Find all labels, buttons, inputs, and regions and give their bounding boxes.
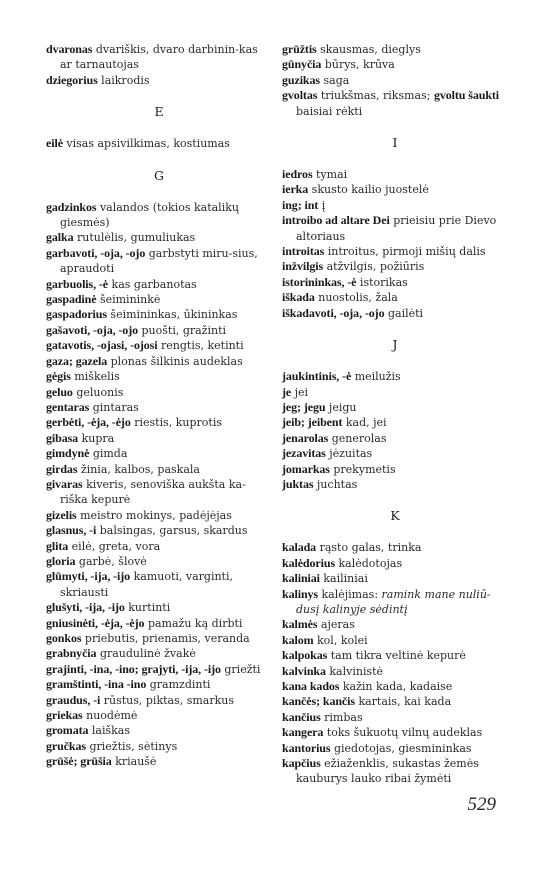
dictionary-entry bbox=[46, 400, 272, 415]
entry-term: garbavoti, -oja, -ojo bbox=[46, 245, 146, 260]
entry-term: galka bbox=[46, 230, 74, 245]
entry-term: introibo ad altare Dei bbox=[282, 213, 390, 228]
entry-term: dvaronas bbox=[46, 42, 93, 56]
entry-term: jeib; jeibent bbox=[282, 415, 343, 430]
entry-term: je bbox=[282, 384, 292, 399]
page-number: 529 bbox=[467, 794, 496, 815]
entry-term: kalvinka bbox=[282, 663, 326, 678]
dictionary-entry bbox=[282, 259, 508, 274]
dictionary-entry bbox=[46, 136, 272, 151]
dictionary-entry bbox=[282, 415, 508, 430]
entry-definition: gailėti bbox=[387, 306, 424, 320]
dictionary-entry bbox=[282, 431, 508, 446]
entry-term: kalėdorius bbox=[282, 555, 336, 570]
entry-definition: kamuoti, varginti, skriausti bbox=[60, 570, 233, 599]
entry-term: dziegorius bbox=[46, 72, 98, 87]
entry-definition: į bbox=[321, 198, 326, 212]
entry-term: kalada bbox=[282, 540, 317, 555]
entry-term: gručkas bbox=[46, 738, 86, 753]
dictionary-entry bbox=[46, 73, 272, 88]
entry-definition: rąsto galas, trinka bbox=[319, 541, 422, 555]
entry-term: iedros bbox=[282, 167, 313, 182]
entry-term: gėgis bbox=[46, 369, 71, 384]
entry-definition: kurtinti bbox=[128, 601, 171, 615]
entry-term: givaras bbox=[46, 476, 83, 491]
entry-term: jaukintinis, -ė bbox=[282, 369, 352, 384]
entry-term: kalom bbox=[282, 632, 314, 647]
entry-term: eilė bbox=[46, 136, 63, 151]
dictionary-entry bbox=[46, 708, 272, 723]
entry-term: ierka bbox=[282, 182, 309, 197]
entry-term: gramštinti, -ina -ino bbox=[46, 677, 147, 692]
entry-term: graudus, -i bbox=[46, 692, 101, 707]
entry-definition: garbė, šlovė bbox=[78, 554, 147, 568]
entry-definition: atžvilgis, požiūris bbox=[326, 260, 425, 274]
entry-term: guzikas bbox=[282, 72, 320, 87]
entry-definition: rengtis, ketinti bbox=[161, 339, 244, 353]
dictionary-entry bbox=[46, 338, 272, 353]
entry-term: glūmyti, -ija, -ijo bbox=[46, 569, 131, 584]
entry-definition: kalvinistė bbox=[329, 664, 384, 678]
entry-term: kalpokas bbox=[282, 648, 328, 663]
entry-term: gaza; gazela bbox=[46, 353, 108, 368]
entry-definition: kupra bbox=[81, 431, 115, 445]
entry-term: gonkos bbox=[46, 631, 82, 645]
entry-definition: puošti, gražinti bbox=[141, 323, 227, 337]
dictionary-entry bbox=[282, 725, 508, 740]
entry-term: iškadavoti, -oja, -ojo bbox=[282, 305, 385, 320]
entry-term: gašavoti, -oja, -ojo bbox=[46, 322, 138, 337]
dictionary-entry bbox=[282, 73, 508, 88]
dictionary-entry bbox=[282, 306, 508, 321]
entry-term: kalinys bbox=[282, 586, 318, 601]
entry-term: gniusinėti, -ėja, -ėjo bbox=[46, 615, 145, 630]
entry-definition: eilė, greta, vora bbox=[71, 539, 161, 553]
dictionary-entry bbox=[282, 213, 508, 244]
entry-term: gibasa bbox=[46, 430, 79, 445]
entry-term: gadzinkos bbox=[46, 199, 97, 214]
dictionary-entry bbox=[46, 369, 272, 384]
entry-example: ramink mane nuliū-dusį kalinyje sėdintį bbox=[296, 587, 491, 616]
dictionary-entry bbox=[282, 587, 508, 618]
entry-term: glušyti, -ija, -ijo bbox=[46, 600, 125, 615]
entry-definition: istorikas bbox=[359, 275, 408, 289]
entry-definition: rutulėlis, gumuliukas bbox=[77, 231, 196, 245]
dictionary-entry bbox=[282, 446, 508, 461]
entry-term: jenarolas bbox=[282, 430, 329, 445]
entry-definition: ajeras bbox=[320, 618, 355, 632]
section-letter: G bbox=[154, 167, 164, 183]
dictionary-entry bbox=[282, 710, 508, 725]
section-letter: K bbox=[390, 508, 400, 524]
entry-definition: laiškas bbox=[91, 724, 131, 738]
dictionary-entry bbox=[282, 385, 508, 400]
entry-term: jezavitas bbox=[282, 446, 326, 461]
entry-term: glasnus, -i bbox=[46, 523, 97, 538]
entry-definition: rimbas bbox=[324, 710, 363, 724]
entry-term: gizelis bbox=[46, 507, 77, 522]
dictionary-entry bbox=[282, 741, 508, 756]
entry-term: jomarkas bbox=[282, 461, 330, 476]
dictionary-entry bbox=[282, 756, 508, 787]
dictionary-entry bbox=[46, 554, 272, 569]
entry-definition: plonas šilkinis audeklas bbox=[110, 354, 243, 368]
dictionary-entry bbox=[46, 569, 272, 600]
dictionary-entry bbox=[46, 292, 272, 307]
dictionary-entry bbox=[46, 385, 272, 400]
entry-definition: ežiaženklis, sukastas žemės kauburys lauko ribai žymėti bbox=[296, 757, 479, 786]
entry-definition: žinia, kalbos, paskala bbox=[80, 462, 200, 476]
entry-definition: garbstyti miru-sius, apraudoti bbox=[60, 246, 258, 276]
dictionary-entry bbox=[282, 571, 508, 586]
dictionary-entry bbox=[282, 617, 508, 632]
entry-term: istorininkas, -ė bbox=[282, 274, 357, 289]
dictionary-entry bbox=[282, 57, 508, 72]
entry-definition: geluonis bbox=[76, 385, 124, 399]
entry-definition: šeimininkė bbox=[99, 293, 161, 307]
entry-term: gatavotis, -ojasi, -ojosi bbox=[46, 338, 158, 353]
dictionary-entry bbox=[282, 275, 508, 290]
dictionary-entry bbox=[282, 694, 508, 709]
entry-definition: priebutis, prienamis, veranda bbox=[84, 632, 250, 645]
dictionary-entry bbox=[46, 477, 272, 508]
entry-term: kantorius bbox=[282, 740, 331, 755]
entry-definition: prekymetis bbox=[333, 462, 396, 476]
entry-definition: gramzdinti bbox=[149, 678, 211, 692]
dictionary-entry bbox=[282, 167, 508, 182]
entry-definition: laikrodis bbox=[101, 73, 150, 87]
entry-term: introitas bbox=[282, 244, 325, 259]
entry-term: gromata bbox=[46, 723, 89, 738]
dictionary-entry bbox=[282, 648, 508, 663]
dictionary-entry bbox=[46, 415, 272, 430]
entry-definition: dvariškis, dvaro darbinin-kas ar tarnautojas bbox=[60, 43, 258, 72]
entry-term: kana kados bbox=[282, 679, 340, 693]
entry-definition: jeigu bbox=[328, 400, 357, 414]
entry-definition: baisiai rėkti bbox=[296, 104, 363, 118]
entry-term: iškada bbox=[282, 290, 315, 305]
dictionary-entry bbox=[46, 646, 272, 661]
entry-definition: saga bbox=[323, 73, 350, 87]
entry-term: ing; int bbox=[282, 197, 319, 212]
entry-definition: kas garbanotas bbox=[111, 277, 197, 291]
entry-definition: kiveris, senoviška aukšta ka-riška kepurė bbox=[60, 477, 246, 507]
entry-definition: kalėdotojas bbox=[338, 556, 403, 570]
dictionary-entry bbox=[282, 244, 508, 259]
entry-definition: generolas bbox=[331, 431, 387, 445]
entry-term: gvoltas bbox=[282, 88, 318, 103]
entry-term: kalmės bbox=[282, 617, 318, 632]
dictionary-entry bbox=[282, 42, 508, 57]
entry-definition: rūstus, piktas, smarkus bbox=[103, 693, 235, 707]
entry-definition: kartais, kai kada bbox=[358, 695, 452, 709]
entry-term: juktas bbox=[282, 476, 314, 491]
entry-definition: gimda bbox=[92, 447, 128, 461]
entry-term: gvoltu šaukti bbox=[433, 88, 500, 103]
dictionary-entry bbox=[46, 677, 272, 692]
dictionary-entry bbox=[282, 400, 508, 415]
left-column bbox=[46, 42, 272, 770]
entry-definition: tymai bbox=[316, 168, 348, 182]
dictionary-entry bbox=[46, 246, 272, 277]
entry-term: gentaras bbox=[46, 399, 90, 414]
entry-definition: skausmas, dieglys bbox=[320, 43, 421, 56]
entry-definition: triukšmas, riksmas; bbox=[320, 89, 431, 103]
dictionary-entry bbox=[46, 662, 272, 677]
entry-definition: nuostolis, žala bbox=[318, 291, 398, 305]
dictionary-entry bbox=[282, 664, 508, 679]
entry-term: kančius bbox=[282, 709, 321, 724]
dictionary-entry bbox=[282, 290, 508, 305]
dictionary-entry bbox=[282, 462, 508, 477]
entry-definition: jėzuitas bbox=[329, 447, 373, 461]
entry-term: girdas bbox=[46, 461, 78, 476]
entry-term: grajinti, -ina, -ino; grajyti, -ija, -ijo bbox=[46, 661, 221, 676]
dictionary-entry bbox=[282, 88, 508, 119]
dictionary-entry bbox=[46, 200, 272, 231]
dictionary-entry bbox=[46, 754, 272, 769]
dictionary-entry bbox=[46, 739, 272, 754]
entry-definition: kad, jei bbox=[345, 416, 387, 430]
dictionary-entry bbox=[46, 277, 272, 292]
entry-definition: tam tikra veltinė kepurė bbox=[330, 649, 466, 663]
entry-term: grūšė; grūšia bbox=[46, 754, 112, 769]
entry-term: glita bbox=[46, 538, 69, 553]
entry-term: jeg; jegu bbox=[282, 399, 326, 414]
entry-term: kančės; kančis bbox=[282, 694, 355, 709]
dictionary-entry bbox=[282, 679, 508, 694]
entry-definition: šeimininkas, ūkininkas bbox=[110, 308, 238, 322]
entry-definition: giedotojas, giesmininkas bbox=[333, 741, 472, 755]
entry-term: kangera bbox=[282, 725, 324, 740]
entry-term: gimdynė bbox=[46, 446, 90, 461]
dictionary-entry bbox=[46, 523, 272, 538]
right-column bbox=[282, 42, 508, 787]
section-letter: J bbox=[392, 337, 398, 353]
entry-term: griekas bbox=[46, 708, 83, 723]
dictionary-entry bbox=[46, 446, 272, 461]
dictionary-entry bbox=[282, 198, 508, 213]
dictionary-entry bbox=[282, 477, 508, 492]
dictionary-entry bbox=[46, 600, 272, 615]
entry-definition: kažin kada, kadaise bbox=[342, 680, 453, 693]
entry-definition: kalėjimas: bbox=[321, 587, 379, 601]
dictionary-entry bbox=[282, 182, 508, 197]
entry-definition: toks šukuotų vilnų audeklas bbox=[326, 726, 483, 740]
dictionary-entry bbox=[46, 323, 272, 338]
entry-definition: nuodėmė bbox=[86, 709, 138, 723]
dictionary-entry bbox=[46, 431, 272, 446]
entry-term: kaliniai bbox=[282, 571, 320, 586]
entry-definition: griežti bbox=[224, 662, 261, 676]
dictionary-entry bbox=[46, 42, 272, 73]
entry-term: gaspadorius bbox=[46, 307, 107, 322]
entry-definition: jei bbox=[294, 385, 309, 399]
dictionary-entry bbox=[46, 616, 272, 631]
entry-definition: kailiniai bbox=[323, 572, 368, 586]
entry-definition: riestis, kuprotis bbox=[134, 416, 222, 430]
entry-definition: valandos (tokios katalikų giesmės) bbox=[60, 200, 239, 230]
entry-definition: griežtis, sėtinys bbox=[89, 739, 178, 753]
entry-definition: skusto kailio juostelė bbox=[311, 183, 429, 197]
entry-definition: introitus, pirmoji mišių dalis bbox=[327, 245, 486, 259]
dictionary-entry bbox=[282, 633, 508, 648]
section-letter: I bbox=[392, 135, 398, 151]
entry-term: gaspadinė bbox=[46, 292, 97, 307]
entry-definition: prieisiu prie Dievo altoriaus bbox=[296, 214, 497, 243]
entry-term: gūnyčia bbox=[282, 57, 322, 72]
entry-definition: graudulinė žvakė bbox=[99, 647, 196, 661]
entry-definition: balsingas, garsus, skardus bbox=[99, 524, 248, 538]
entry-definition: pamažu ką dirbti bbox=[147, 616, 243, 630]
entry-term: grabnyčia bbox=[46, 646, 97, 661]
dictionary-entry bbox=[46, 307, 272, 322]
dictionary-entry bbox=[46, 693, 272, 708]
entry-definition: kriaušė bbox=[115, 755, 157, 769]
dictionary-entry bbox=[46, 539, 272, 554]
dictionary-entry bbox=[46, 462, 272, 477]
entry-term: kapčius bbox=[282, 756, 321, 771]
entry-term: garbuolis, -ė bbox=[46, 276, 109, 291]
entry-definition: miškelis bbox=[74, 370, 120, 384]
entry-definition: meistro mokinys, padėjėjas bbox=[80, 508, 232, 522]
dictionary-entry bbox=[46, 723, 272, 738]
dictionary-entry bbox=[46, 631, 272, 646]
entry-definition: juchtas bbox=[316, 477, 358, 491]
entry-term: geluo bbox=[46, 384, 73, 399]
dictionary-entry bbox=[46, 230, 272, 245]
dictionary-entry bbox=[282, 540, 508, 555]
entry-definition: visas apsivilkimas, kostiumas bbox=[66, 137, 230, 151]
entry-term: grūžtis bbox=[282, 42, 317, 56]
entry-definition: kol, kolei bbox=[317, 633, 368, 647]
entry-definition: gintaras bbox=[92, 400, 139, 414]
dictionary-entry bbox=[282, 556, 508, 571]
entry-term: gloria bbox=[46, 553, 76, 568]
dictionary-entry bbox=[282, 369, 508, 384]
entry-term: inžvilgis bbox=[282, 259, 324, 274]
entry-term: gerbėti, -ėja, -ėjo bbox=[46, 415, 131, 430]
entry-definition: būrys, krūva bbox=[324, 58, 395, 72]
dictionary-entry bbox=[46, 354, 272, 369]
entry-definition: meilužis bbox=[354, 370, 401, 384]
dictionary-entry bbox=[46, 508, 272, 523]
section-letter: E bbox=[154, 104, 164, 120]
